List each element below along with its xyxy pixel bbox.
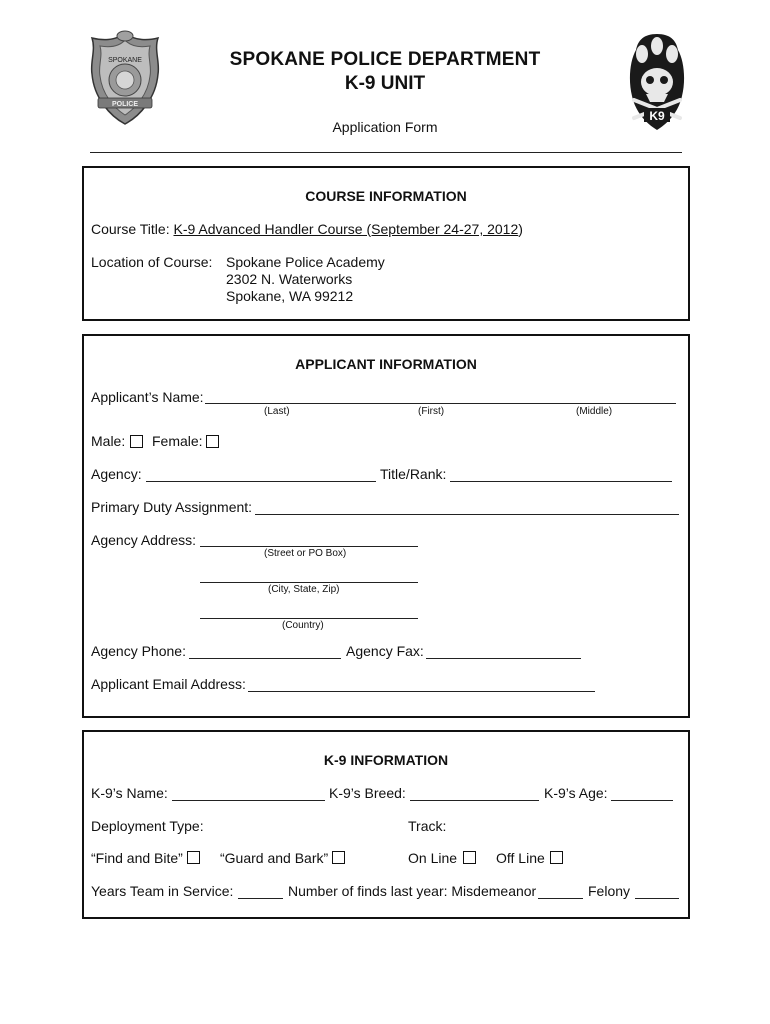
form-subtitle: Application Form [332,119,438,135]
agency-phone-field[interactable] [189,658,341,659]
course-section-heading: COURSE INFORMATION [305,188,467,204]
badge-text-bottom: POLICE [111,101,139,108]
off-line-label: Off Line [496,850,545,866]
name-hint-middle: (Middle) [576,406,613,417]
off-line-checkbox[interactable] [550,851,563,864]
applicant-email-field[interactable] [248,691,595,692]
address-hint-street: (Street or PO Box) [264,548,347,559]
agency-fax-field[interactable] [426,658,581,659]
address-hint-country: (Country) [282,620,324,631]
address-city-field[interactable] [200,582,418,583]
agency-fax-label: Agency Fax: [346,643,424,659]
female-checkbox[interactable] [206,435,219,448]
finds-misdemeanor-label: Number of finds last year: Misdemeanor [288,883,537,899]
years-in-service-field[interactable] [238,898,283,899]
k9-section-heading: K-9 INFORMATION [323,752,449,768]
agency-address-label: Agency Address: [91,532,197,548]
felony-field[interactable] [635,898,679,899]
applicant-name-field[interactable] [205,403,676,404]
agency-phone-label: Agency Phone: [91,643,186,659]
address-street-field[interactable] [200,546,418,547]
years-in-service-label: Years Team in Service: [91,883,234,899]
applicant-email-label: Applicant Email Address: [91,676,246,692]
k9-age-label: K-9’s Age: [544,785,608,801]
title-rank-field[interactable] [450,481,672,482]
header-divider [90,152,682,153]
k9-breed-field[interactable] [410,800,539,801]
agency-label: Agency: [91,466,142,482]
guard-and-bark-label: “Guard and Bark” [220,850,329,866]
male-label: Male: [91,433,126,449]
on-line-checkbox[interactable] [463,851,476,864]
applicant-section-heading: APPLICANT INFORMATION [295,356,477,372]
k9-breed-label: K-9’s Breed: [329,785,406,801]
finds-misdemeanor-field[interactable] [538,898,583,899]
applicant-name-label: Applicant’s Name: [91,389,204,405]
course-information-section [82,166,690,321]
course-location-line3: Spokane, WA 99212 [226,288,354,304]
male-checkbox[interactable] [130,435,143,448]
course-location-line2: 2302 N. Waterworks [226,271,353,287]
k9-name-field[interactable] [172,800,325,801]
on-line-label: On Line [408,850,458,866]
agency-field[interactable] [146,481,376,482]
track-label: Track: [408,818,447,834]
deployment-type-label: Deployment Type: [91,818,204,834]
address-hint-city: (City, State, Zip) [268,584,340,595]
badge-text-top: SPOKANE [108,57,142,64]
name-hint-first: (First) [418,406,445,417]
k9-age-field[interactable] [611,800,673,801]
k9-logo-text: K9 [649,109,665,123]
female-label: Female: [152,433,203,449]
name-hint-last: (Last) [264,406,290,417]
applicant-information-section [82,334,690,718]
felony-label: Felony [588,883,631,899]
title-rank-label: Title/Rank: [380,466,447,482]
address-country-field[interactable] [200,618,418,619]
guard-and-bark-checkbox[interactable] [332,851,345,864]
course-title-label: Course Title: [91,221,170,237]
course-location-label: Location of Course: [91,254,213,270]
find-and-bite-label: “Find and Bite” [91,850,183,866]
page-title-line1: SPOKANE POLICE DEPARTMENT [229,49,541,70]
primary-duty-label: Primary Duty Assignment: [91,499,253,515]
k9-name-label: K-9’s Name: [91,785,168,801]
primary-duty-field[interactable] [255,514,679,515]
page-title-line2: K-9 UNIT [344,73,426,94]
course-location-line1: Spokane Police Academy [226,254,385,270]
course-title-paren: ) [518,221,523,237]
course-title-value: K-9 Advanced Handler Course (September 24-27, 2012 [173,221,519,237]
find-and-bite-checkbox[interactable] [187,851,200,864]
k9-information-section [82,730,690,919]
